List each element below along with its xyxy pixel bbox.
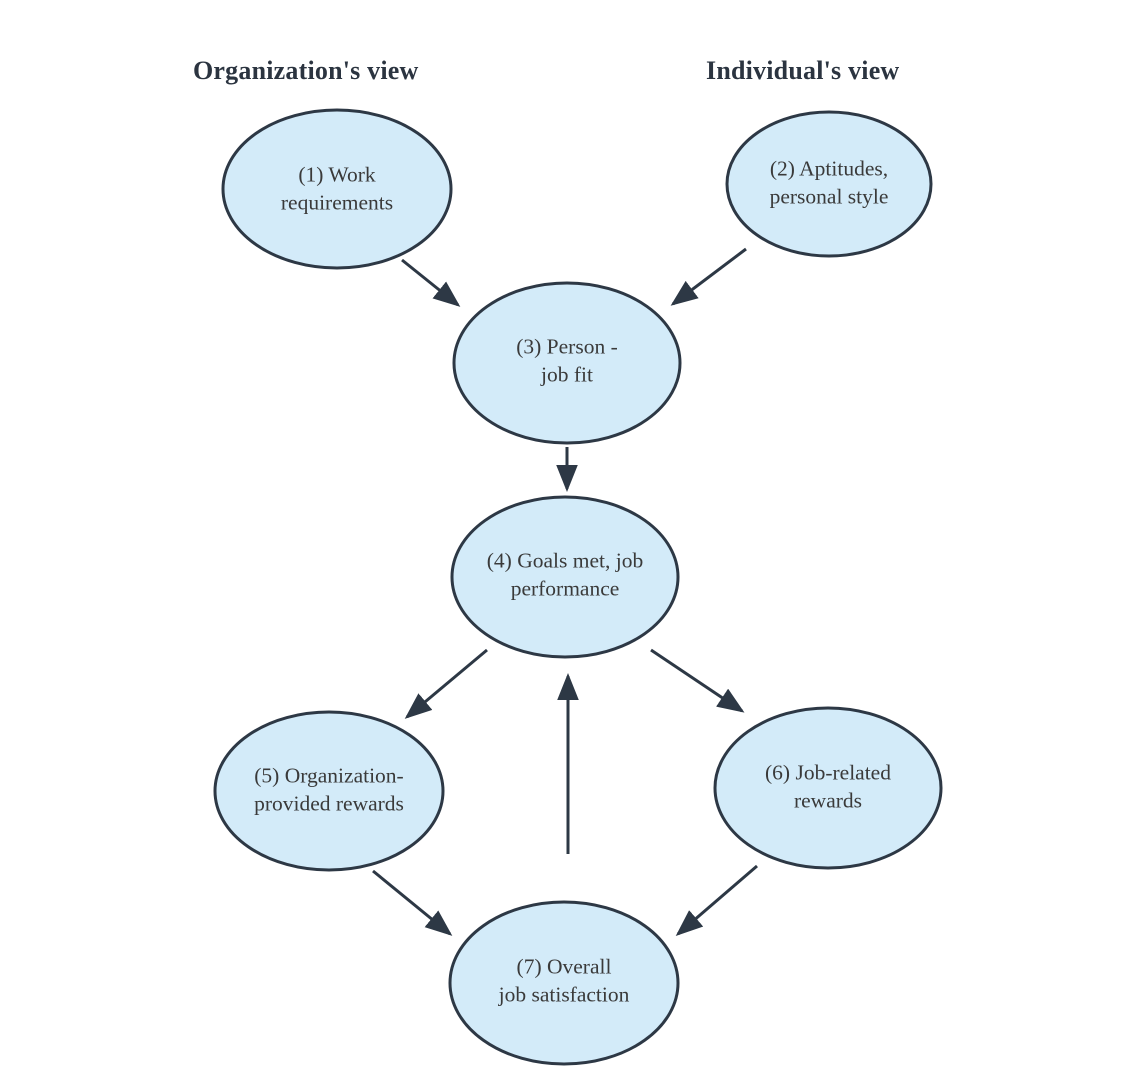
arrow-2-to-3 (673, 249, 746, 304)
arrow-6-to-7 (678, 866, 757, 934)
node-label-org-rewards (209, 762, 449, 819)
node-label-line: (7) Overall (516, 954, 612, 979)
node-label-line: job fit (541, 363, 593, 387)
node-label-line: (1) Work (298, 162, 376, 187)
node-label-line: provided rewards (254, 792, 404, 816)
node-label-job-related-rewards (708, 759, 948, 816)
node-label-goals-met (445, 547, 685, 604)
node-label-work-requirements (217, 161, 457, 218)
node-label-person-job-fit (447, 333, 687, 390)
node-label-line: (4) Goals met, job (486, 548, 644, 573)
node-label-job-satisfaction (444, 953, 684, 1010)
node-label-line: (2) Aptitudes, (769, 156, 889, 181)
node-label-line: requirements (280, 191, 394, 215)
node-label-line: personal style (769, 185, 889, 209)
arrow-1-to-3 (402, 260, 458, 305)
arrow-5-to-7 (373, 871, 450, 934)
header-individuals-view: Individual's view (706, 56, 900, 85)
node-label-aptitudes (709, 155, 949, 212)
node-label-line: rewards (793, 789, 863, 813)
node-label-line: (6) Job-related (765, 760, 891, 785)
node-label-line: job satisfaction (498, 983, 630, 1007)
arrow-4-to-6 (651, 650, 742, 711)
node-label-line: (5) Organization- (254, 763, 404, 788)
arrow-4-to-5 (407, 650, 487, 717)
node-label-line: performance (510, 577, 620, 601)
header-organizations-view: Organization's view (193, 56, 419, 85)
node-label-line: (3) Person - (516, 334, 618, 359)
